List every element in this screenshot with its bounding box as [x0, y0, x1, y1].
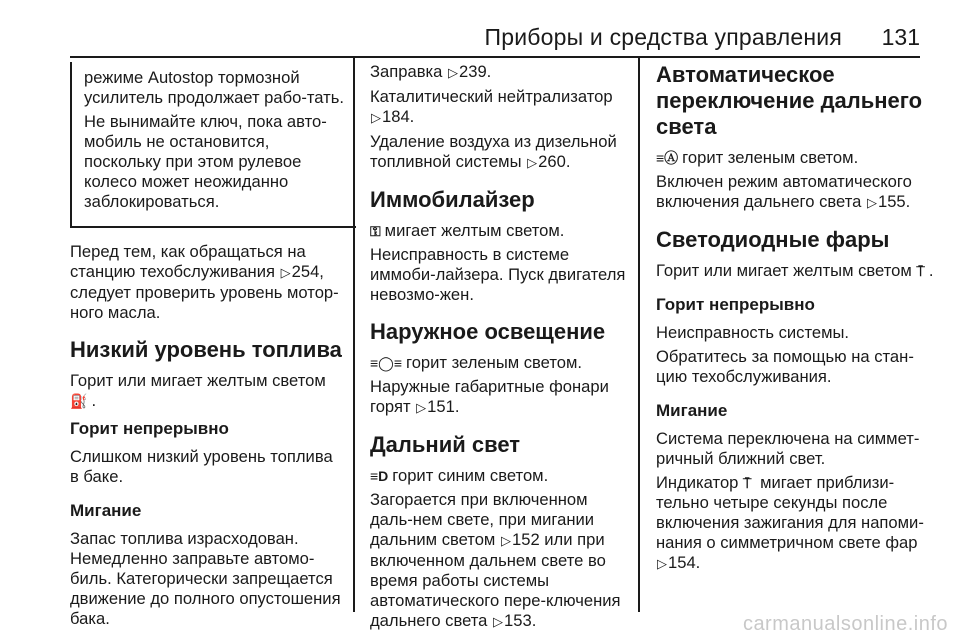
warning-box — [70, 62, 345, 228]
oil-check-text — [70, 242, 345, 323]
reference-arrow-icon: ▷ — [371, 110, 381, 125]
bleed-text — [370, 132, 632, 173]
heading-exterior-lights: Наружное освещение — [370, 319, 606, 344]
heading-immobilizer: Иммобилайзер — [370, 187, 535, 212]
heading-steady: Горит непрерывно — [70, 419, 229, 438]
reference-arrow-icon: ▷ — [657, 556, 667, 571]
auto-high-beam-status: горит зеленым светом. — [682, 148, 859, 167]
led-line: Горит или мигает желтым светом ⍑ . — [656, 261, 934, 280]
column-1 — [70, 62, 345, 633]
heading-blink: Мигание — [70, 501, 142, 520]
led-headlight-icon: ⍑ — [743, 475, 752, 491]
immobilizer-text: Неисправность в системе иммоби-лайзера. Пуск двигателя невозмо-жен. — [370, 245, 626, 304]
auto-high-beam-text — [656, 172, 934, 213]
high-beam-ref-2[interactable]: 153. — [504, 611, 537, 630]
catalyst-text — [370, 87, 632, 128]
steady-text: Слишком низкий уровень топлива в баке. — [70, 447, 333, 486]
auto-high-beam-line — [656, 148, 934, 168]
high-beam-line — [370, 466, 632, 486]
reference-arrow-icon: ▷ — [866, 195, 877, 210]
heading-blink-led: Мигание — [656, 401, 728, 420]
watermark: carmanualsonline.info — [742, 613, 948, 635]
reference-arrow-icon: ▷ — [448, 65, 458, 80]
reference-arrow-icon: ▷ — [527, 155, 538, 170]
page-title: Приборы и средства управления — [484, 24, 842, 50]
side-lights-icon: ≡◯≡ — [370, 355, 403, 371]
heading-high-beam: Дальний свет — [370, 432, 521, 457]
catalyst-ref[interactable]: 184. — [382, 107, 415, 126]
exterior-lights-line — [370, 353, 632, 373]
led-headlight-icon: ⍑ — [916, 263, 925, 279]
fuel-pump-icon: ⛽ — [70, 393, 88, 409]
heading-low-fuel: Низкий уровень топлива — [70, 337, 342, 362]
exterior-lights-desc: Наружные габаритные фонари горят — [370, 377, 609, 416]
reference-arrow-icon: ▷ — [500, 533, 511, 548]
exterior-lights-ref[interactable]: 151. — [427, 397, 460, 416]
warning-text-1: режиме Autostop тормозной усилитель продолжает рабо-тать. — [84, 68, 345, 107]
led-steady-text-1: Неисправность системы. — [656, 323, 850, 342]
heading-steady-led: Горит непрерывно — [656, 295, 815, 314]
led-blink-text-1: Система переключена на симмет-ричный ближний свет. — [656, 429, 920, 468]
refill-label: Заправка — [370, 62, 443, 81]
key-car-icon: ⚿ — [370, 223, 381, 239]
catalyst-label: Каталитический нейтрализатор — [370, 87, 613, 106]
header-rule — [70, 56, 920, 58]
auto-high-beam-ref[interactable]: 155. — [877, 192, 911, 211]
column-3 — [656, 62, 934, 578]
high-beam-status: горит синим светом. — [392, 466, 549, 485]
oil-check-lead: Перед тем, как обращаться на станцию техобслуживания — [70, 242, 306, 281]
exterior-lights-status: горит зеленым светом. — [406, 353, 583, 372]
bleed-label: Удаление воздуха из дизельной топливной системы — [370, 132, 617, 171]
auto-high-beam-icon: ≡Ⓐ — [656, 150, 679, 166]
high-beam-desc: Загорается при включенном даль-нем свете, при мигании дальним светом — [370, 490, 595, 549]
column-2 — [370, 62, 632, 636]
column-divider-1 — [353, 58, 355, 612]
column-divider-2 — [638, 58, 640, 612]
heading-led-headlights: Светодиодные фары — [656, 227, 890, 252]
exterior-lights-text — [370, 377, 632, 418]
blink-text: Запас топлива израсходован. Немедленно заправьте автомо-биль. Категорически запрещается движение до полного опустошения бака. — [70, 529, 341, 628]
refill-text — [370, 62, 632, 83]
led-blink-desc: мигает приблизи-тельно четыре секунды после включения зажигания для напоми-нания о симметричном свете фар — [656, 473, 924, 552]
heading-auto-high-beam: Автоматическое переключение дальнего света — [656, 62, 923, 139]
refill-ref[interactable]: 239. — [459, 62, 492, 81]
led-steady-text-2: Обратитесь за помощью на стан-цию техобслуживания. — [656, 347, 914, 386]
high-beam-text — [370, 490, 632, 632]
led-blink-lead: Индикатор — [656, 473, 739, 492]
reference-arrow-icon: ▷ — [493, 614, 504, 629]
immobilizer-status: мигает желтым светом. — [384, 221, 565, 240]
high-beam-ref-1: 152 или при включенном дальнем свете во время работы системы автоматического пере-ключения дальнего света — [370, 530, 621, 630]
auto-high-beam-desc: Включен режим автоматического включения дальнего света — [656, 172, 912, 211]
led-status: Горит или мигает желтым светом — [656, 261, 912, 280]
bleed-ref[interactable]: 260. — [538, 152, 571, 171]
high-beam-icon: ≡D — [370, 468, 389, 484]
page-number: 131 — [881, 24, 920, 50]
oil-check-ref[interactable]: 254, — [291, 262, 324, 281]
reference-arrow-icon: ▷ — [416, 400, 427, 415]
led-blink-text-2 — [656, 473, 934, 574]
page-header — [0, 0, 960, 60]
led-blink-ref[interactable]: 154. — [668, 553, 701, 572]
fuel-indicator-line: Горит или мигает желтым светом — [70, 371, 326, 390]
warning-bottom-rule — [70, 226, 356, 228]
oil-check-tail: следует проверить уровень мотор-ного масла. — [70, 283, 339, 322]
immobilizer-line — [370, 221, 632, 241]
reference-arrow-icon: ▷ — [280, 265, 291, 280]
fuel-indicator-text: Горит или мигает желтым светом ⛽ . — [70, 371, 326, 410]
warning-text-2: Не вынимайте ключ, пока авто-мобиль не остановится, поскольку при этом рулевое колесо может неожиданно заблокироваться. — [84, 112, 327, 211]
